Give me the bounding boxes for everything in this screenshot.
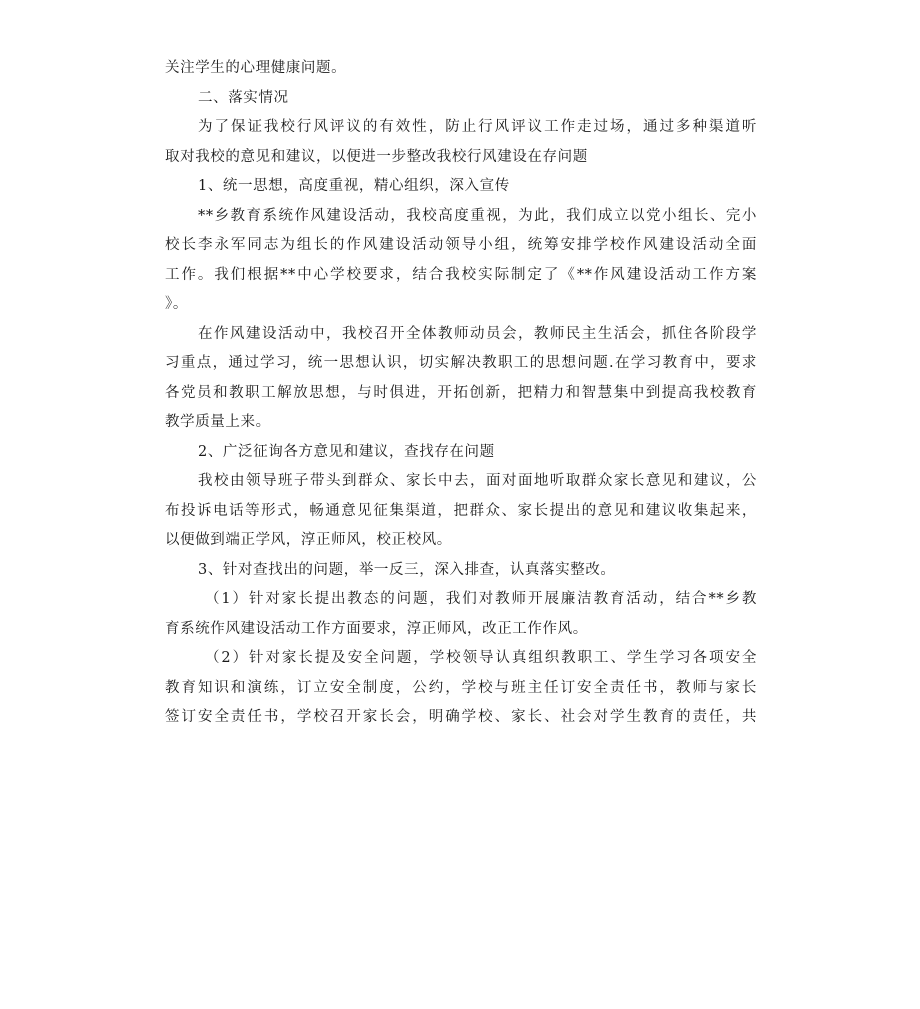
subsection-heading: 3、针对查找出的问题，举一反三，深入排查，认真落实整改。 xyxy=(198,561,616,578)
paragraph-line: （2）针对家长提及安全问题，学校领导认真组织教职工、学生学习各项安全 xyxy=(205,650,757,666)
paragraph-line: 校长李永军同志为组长的作风建设活动领导小组，统筹安排学校作风建设活动全面 xyxy=(165,237,757,253)
paragraph-line: 以便做到端正学风，淳正师风，校正校风。 xyxy=(165,532,452,548)
paragraph-line: 育系统作风建设活动工作方面要求，淳正师风，改正工作作风。 xyxy=(165,620,588,637)
subsection-heading: 1、统一思想，高度重视，精心组织，深入宣传 xyxy=(198,178,510,194)
paragraph-line: 签订安全责任书，学校召开家长会，明确学校、家长、社会对学生教育的责任，共 xyxy=(165,709,757,725)
paragraph-line: 关注学生的心理健康问题。 xyxy=(165,60,347,76)
paragraph-line: 为了保证我校行风评议的有效性，防止行风评议工作走过场，通过多种渠道听 xyxy=(198,119,757,135)
document-body xyxy=(165,54,757,733)
paragraph-line: 工作。我们根据**中心学校要求，结合我校实际制定了《**作风建设活动工作方案 xyxy=(165,266,757,283)
paragraph-line: 》。 xyxy=(165,296,188,312)
paragraph-line: 教学质量上来。 xyxy=(165,414,271,430)
paragraph-line: 在作风建设活动中，我校召开全体教师动员会，教师民主生活会，抓住各阶段学 xyxy=(198,325,757,342)
paragraph-line: 各党员和教职工解放思想，与时俱进，开拓创新，把精力和智慧集中到提高我校教育 xyxy=(165,384,757,401)
paragraph-line: 习重点，通过学习，统一思想认识，切实解决教职工的思想问题.在学习教育中，要求 xyxy=(165,355,757,371)
paragraph-line: （1）针对家长提出教态的问题，我们对教师开展廉洁教育活动，结合**乡教 xyxy=(205,591,757,607)
paragraph-line: **乡教育系统作风建设活动，我校高度重视，为此，我们成立以党小组长、完小 xyxy=(198,207,757,224)
section-heading: 二、落实情况 xyxy=(198,89,289,106)
paragraph-line: 教育知识和演练，订立安全制度，公约，学校与班主任订安全责任书，教师与家长 xyxy=(165,679,757,696)
paragraph-line: 取对我校的意见和建议，以便进一步整改我校行风建设在存问题 xyxy=(165,148,588,165)
paragraph-line: 我校由领导班子带头到群众、家长中去，面对面地听取群众家长意见和建议，公 xyxy=(198,473,757,489)
subsection-heading: 2、广泛征询各方意见和建议，查找存在问题 xyxy=(198,443,495,460)
paragraph-line: 布投诉电话等形式，畅通意见征集渠道，把群众、家长提出的意见和建议收集起来， xyxy=(165,502,757,519)
